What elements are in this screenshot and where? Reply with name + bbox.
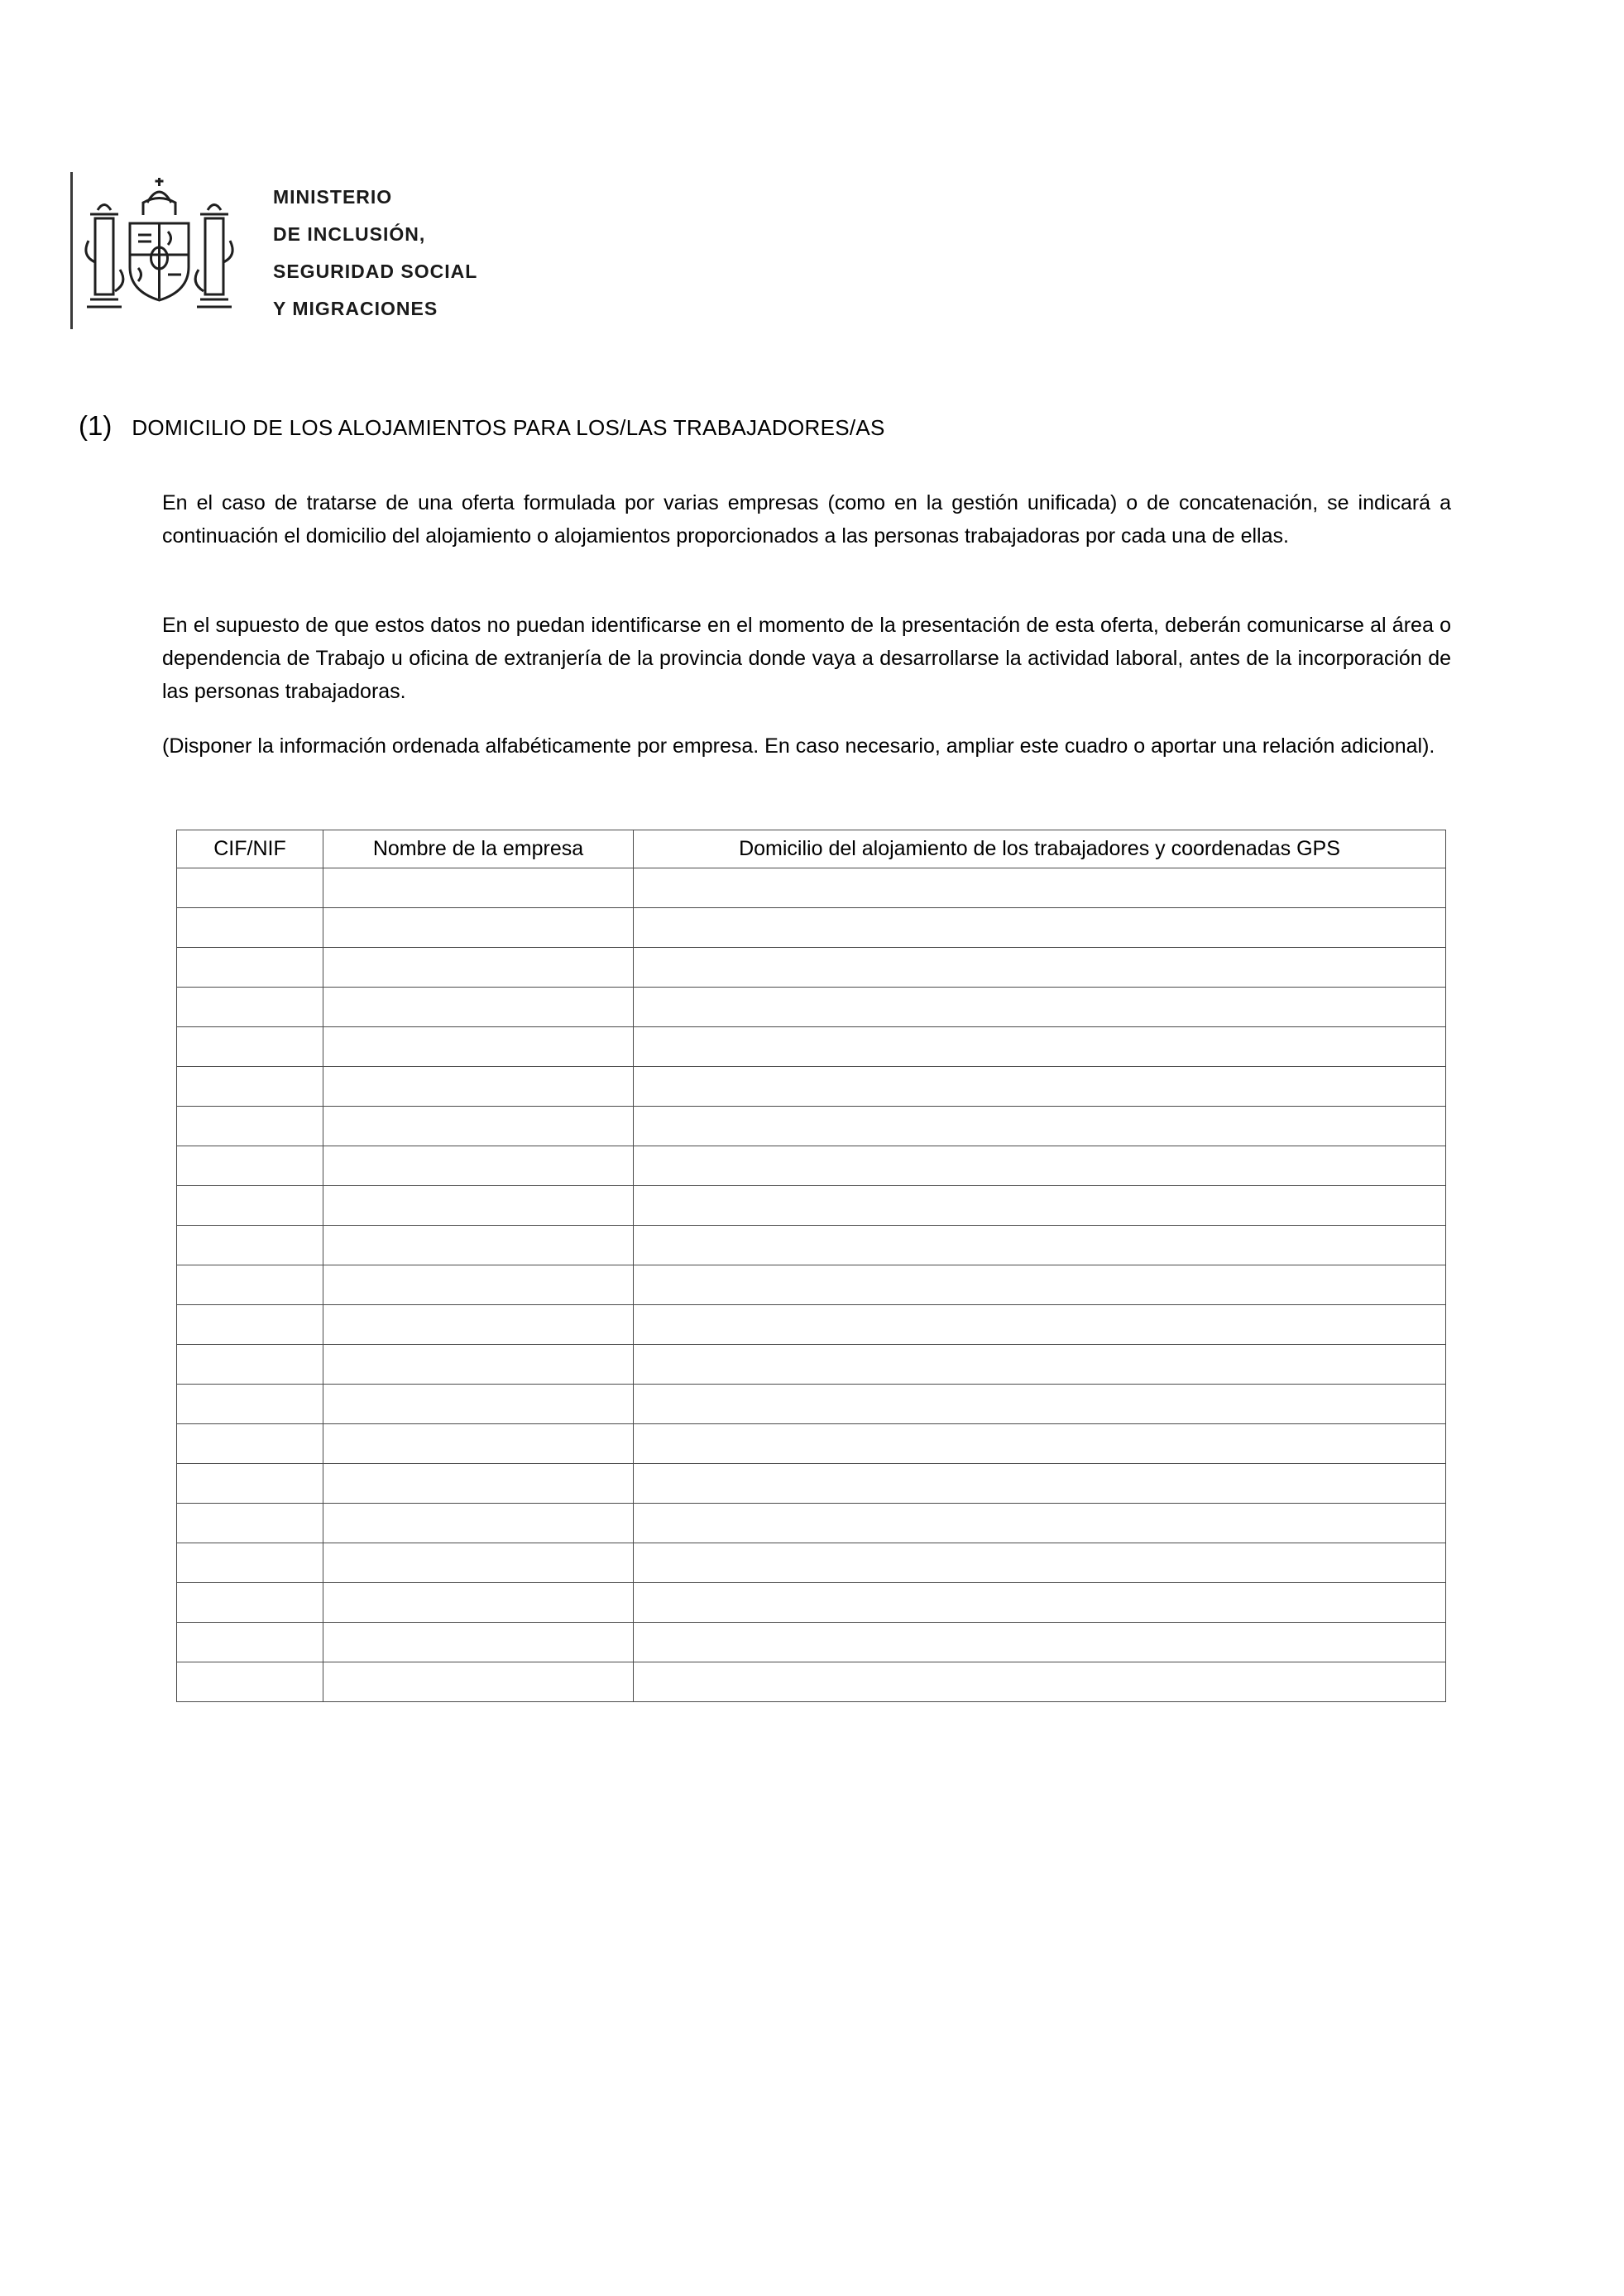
- table-cell: [323, 1265, 634, 1305]
- table-cell: [634, 1027, 1446, 1067]
- table-cell: [323, 1583, 634, 1623]
- paragraph-instruccion-orden-alfabetico: (Disponer la información ordenada alfabéticamente por empresa. En caso necesario, ampliar este cuadro o aportar una relación adicional).: [162, 734, 1435, 758]
- table-row: [177, 1623, 1446, 1662]
- table-cell: [323, 1543, 634, 1583]
- table-row: [177, 1305, 1446, 1345]
- table-cell: [634, 948, 1446, 988]
- table-cell: [177, 1543, 323, 1583]
- table-cell: [634, 1305, 1446, 1345]
- table-cell: [177, 1464, 323, 1504]
- table-row: [177, 1186, 1446, 1226]
- table-cell: [177, 1305, 323, 1345]
- ministry-name-line: SEGURIDAD SOCIAL: [273, 261, 478, 282]
- table-cell: [323, 1662, 634, 1702]
- table-cell: [634, 1424, 1446, 1464]
- table-row: [177, 1107, 1446, 1146]
- table-cell: [634, 1504, 1446, 1543]
- table-cell: [177, 1226, 323, 1265]
- table-row: [177, 1543, 1446, 1583]
- table-row: [177, 1027, 1446, 1067]
- table-cell: [634, 1662, 1446, 1702]
- spain-coat-of-arms-icon: [70, 170, 248, 331]
- table-cell: [323, 1464, 634, 1504]
- table-cell: [323, 1305, 634, 1345]
- ministry-name-line: MINISTERIO: [273, 186, 393, 208]
- table-cell: [634, 1385, 1446, 1424]
- ministry-name: [273, 179, 477, 328]
- table-cell: [323, 1345, 634, 1385]
- table-row: [177, 988, 1446, 1027]
- table-cell: [323, 1385, 634, 1424]
- table-cell: [177, 1265, 323, 1305]
- table-cell: [634, 988, 1446, 1027]
- table-cell: [323, 908, 634, 948]
- table-cell: [634, 1345, 1446, 1385]
- table-cell: [177, 1146, 323, 1186]
- table-row: [177, 1265, 1446, 1305]
- table-header-row: [177, 830, 1446, 868]
- table-cell: [177, 868, 323, 908]
- table-cell: [177, 1424, 323, 1464]
- table-cell: [323, 1226, 634, 1265]
- table-cell: [323, 1027, 634, 1067]
- table-cell: [323, 1146, 634, 1186]
- table-cell: [177, 1027, 323, 1067]
- ministry-name-line: DE INCLUSIÓN,: [273, 223, 426, 245]
- table-cell: [634, 1186, 1446, 1226]
- table-row: [177, 1464, 1446, 1504]
- table-cell: [634, 1226, 1446, 1265]
- table-cell: [177, 1623, 323, 1662]
- table-row: [177, 1345, 1446, 1385]
- ministry-logo: [70, 170, 248, 331]
- table-cell: [323, 1186, 634, 1226]
- table-cell: [177, 1385, 323, 1424]
- table-cell: [177, 1186, 323, 1226]
- column-header-cif-nif: CIF/NIF: [177, 830, 323, 868]
- table-row: [177, 1385, 1446, 1424]
- table-cell: [177, 1504, 323, 1543]
- table-cell: [634, 1265, 1446, 1305]
- table-cell: [177, 1107, 323, 1146]
- table-body: [177, 868, 1446, 1702]
- table-cell: [323, 868, 634, 908]
- table-cell: [323, 1107, 634, 1146]
- table-cell: [634, 868, 1446, 908]
- table-cell: [634, 1107, 1446, 1146]
- table-row: [177, 868, 1446, 908]
- table-cell: [323, 1067, 634, 1107]
- table-row: [177, 1424, 1446, 1464]
- paragraph-datos-no-identificables: En el supuesto de que estos datos no puedan identificarse en el momento de la presentación de esta oferta, deberán comunicarse al área o dependencia de Trabajo u oficina de extranjería de la provincia donde vaya a desarrollarse la actividad laboral, antes de la incorporación de las personas trabajadoras.: [162, 614, 1451, 703]
- ministry-name-line: Y MIGRACIONES: [273, 298, 438, 319]
- table-cell: [177, 1583, 323, 1623]
- table-cell: [634, 1146, 1446, 1186]
- column-header-nombre-empresa: Nombre de la empresa: [323, 830, 634, 868]
- paragraph-oferta-varias-empresas: En el caso de tratarse de una oferta formulada por varias empresas (como en la gestión unificada) o de concatenación, se indicará a continuación el domicilio del alojamiento o alojamientos proporcionados a las personas trabajadoras por cada una de ellas.: [162, 491, 1451, 548]
- table-cell: [323, 1623, 634, 1662]
- table-cell: [634, 1623, 1446, 1662]
- table-row: [177, 1226, 1446, 1265]
- table-cell: [177, 1345, 323, 1385]
- table-row: [177, 1146, 1446, 1186]
- table-row: [177, 948, 1446, 988]
- table-cell: [323, 1424, 634, 1464]
- table-cell: [634, 1067, 1446, 1107]
- column-header-domicilio-gps: Domicilio del alojamiento de los trabajadores y coordenadas GPS: [634, 830, 1446, 868]
- table-cell: [177, 948, 323, 988]
- table-cell: [634, 908, 1446, 948]
- table-cell: [177, 908, 323, 948]
- table-cell: [634, 1543, 1446, 1583]
- table-cell: [634, 1464, 1446, 1504]
- alojamientos-table: [176, 830, 1446, 1702]
- table-row: [177, 1662, 1446, 1702]
- table-cell: [323, 948, 634, 988]
- section-heading: [79, 410, 885, 442]
- table-row: [177, 908, 1446, 948]
- table-row: [177, 1583, 1446, 1623]
- table-cell: [177, 1067, 323, 1107]
- table-cell: [323, 1504, 634, 1543]
- table-row: [177, 1067, 1446, 1107]
- section-number: (1): [79, 410, 113, 441]
- table-cell: [634, 1583, 1446, 1623]
- section-title: DOMICILIO DE LOS ALOJAMIENTOS PARA LOS/LAS TRABAJADORES/AS: [132, 415, 885, 440]
- table-cell: [177, 988, 323, 1027]
- table-cell: [323, 988, 634, 1027]
- table-cell: [177, 1662, 323, 1702]
- table-row: [177, 1504, 1446, 1543]
